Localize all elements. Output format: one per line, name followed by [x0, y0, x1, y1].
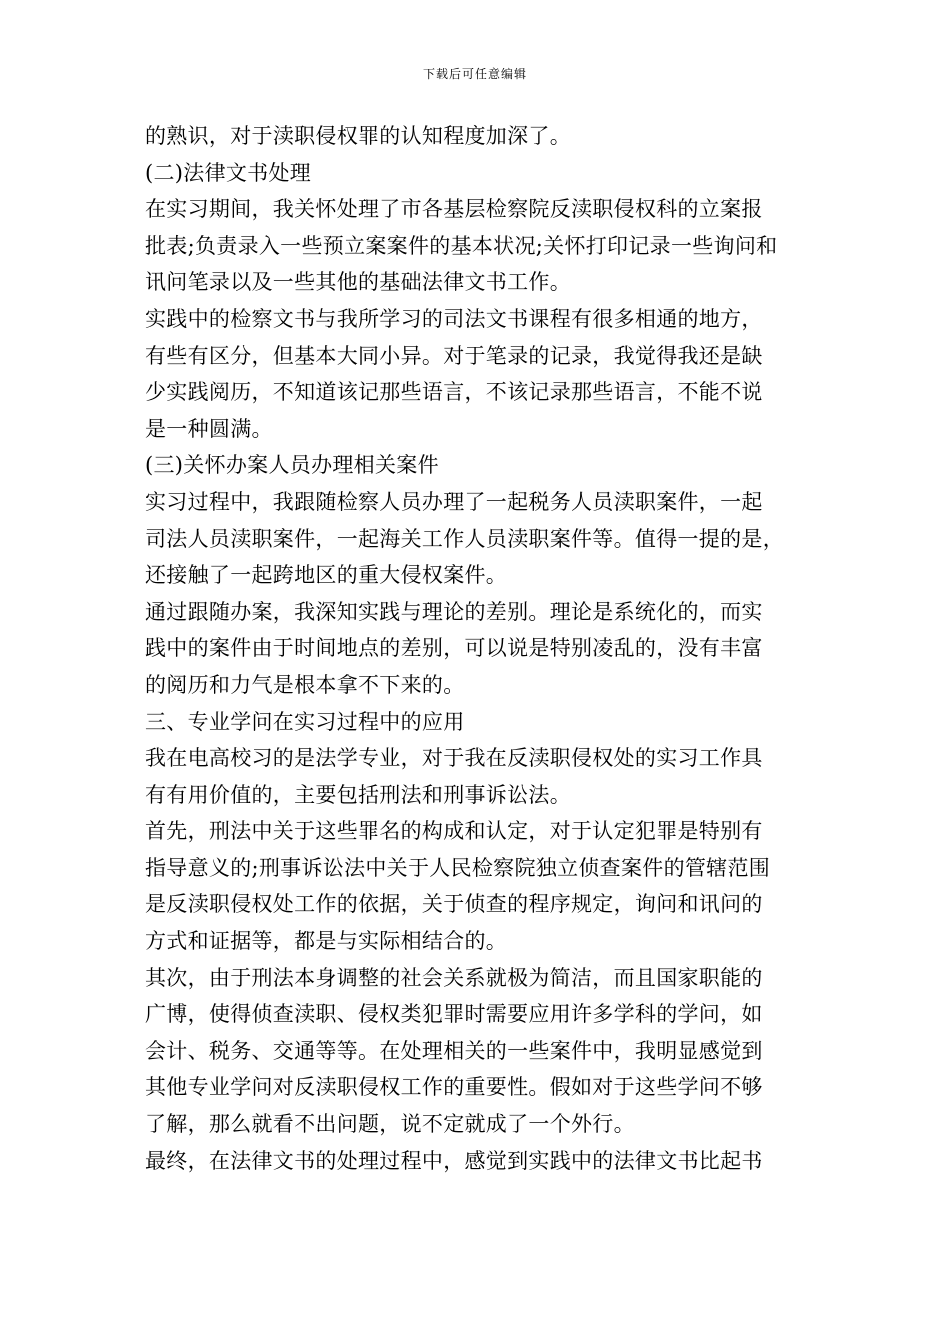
- text-line: 会计、税务、交通等等。在处理相关的一些案件中，我明显感觉到: [145, 1038, 763, 1063]
- text-line: 司法人员渎职案件，一起海关工作人员渎职案件等。值得一提的是，: [145, 526, 784, 551]
- text-line: 我在电高校习的是法学专业，对于我在反渎职侵权处的实习工作具: [145, 746, 763, 771]
- text-line: 指导意义的;刑事诉讼法中关于人民检察院独立侦查案件的管辖范围: [145, 855, 771, 880]
- text-line: 讯问笔录以及一些其他的基础法律文书工作。: [145, 270, 571, 295]
- document-body: [145, 118, 825, 1179]
- text-line: 其他专业学问对反渎职侵权工作的重要性。假如对于这些学问不够: [145, 1075, 763, 1100]
- text-line: 的阅历和力气是根本拿不下来的。: [145, 672, 465, 697]
- section-heading: (二)法律文书处理: [145, 160, 312, 185]
- text-line: 其次，由于刑法本身调整的社会关系就极为简洁，而且国家职能的: [145, 965, 763, 990]
- text-line: 首先，刑法中关于这些罪名的构成和认定，对于认定犯罪是特别有: [145, 819, 763, 844]
- text-line: 是反渎职侵权处工作的依据，关于侦查的程序规定，询问和讯问的: [145, 892, 763, 917]
- text-line: 方式和证据等，都是与实际相结合的。: [145, 929, 508, 954]
- text-line: 是一种圆满。: [145, 416, 273, 441]
- page-header: 下载后可任意编辑: [422, 67, 527, 81]
- text-line: 实习过程中，我跟随检察人员办理了一起税务人员渎职案件，一起: [145, 489, 763, 514]
- text-line: 在实习期间，我关怀处理了市各基层检察院反渎职侵权科的立案报: [145, 197, 763, 222]
- text-line: 了解，那么就看不出问题，说不定就成了一个外行。: [145, 1112, 635, 1137]
- text-line: 还接触了一起跨地区的重大侵权案件。: [145, 563, 508, 588]
- section-heading: (三)关怀办案人员办理相关案件: [145, 453, 439, 478]
- section-heading: 三、专业学问在实习过程中的应用: [145, 709, 465, 734]
- text-line: 实践中的检察文书与我所学习的司法文书课程有很多相通的地方，: [145, 306, 763, 331]
- text-line: 最终，在法律文书的处理过程中，感觉到实践中的法律文书比起书: [145, 1148, 763, 1173]
- text-line: 批表;负责录入一些预立案案件的基本状况;关怀打印记录一些询问和: [145, 233, 778, 258]
- text-line: 通过跟随办案，我深知实践与理论的差别。理论是系统化的，而实: [145, 599, 763, 624]
- text-line: 广博，使得侦查渎职、侵权类犯罪时需要应用许多学科的学问，如: [145, 1002, 763, 1027]
- text-line: 的熟识，对于渎职侵权罪的认知程度加深了。: [145, 124, 571, 148]
- text-line: 有些有区分，但基本大同小异。对于笔录的记录，我觉得我还是缺: [145, 343, 763, 368]
- text-line: 践中的案件由于时间地点的差别，可以说是特别凌乱的，没有丰富: [145, 636, 763, 661]
- text-line: 有有用价值的，主要包括刑法和刑事诉讼法。: [145, 782, 571, 807]
- text-line: 少实践阅历，不知道该记那些语言，不该记录那些语言，不能不说: [145, 380, 763, 405]
